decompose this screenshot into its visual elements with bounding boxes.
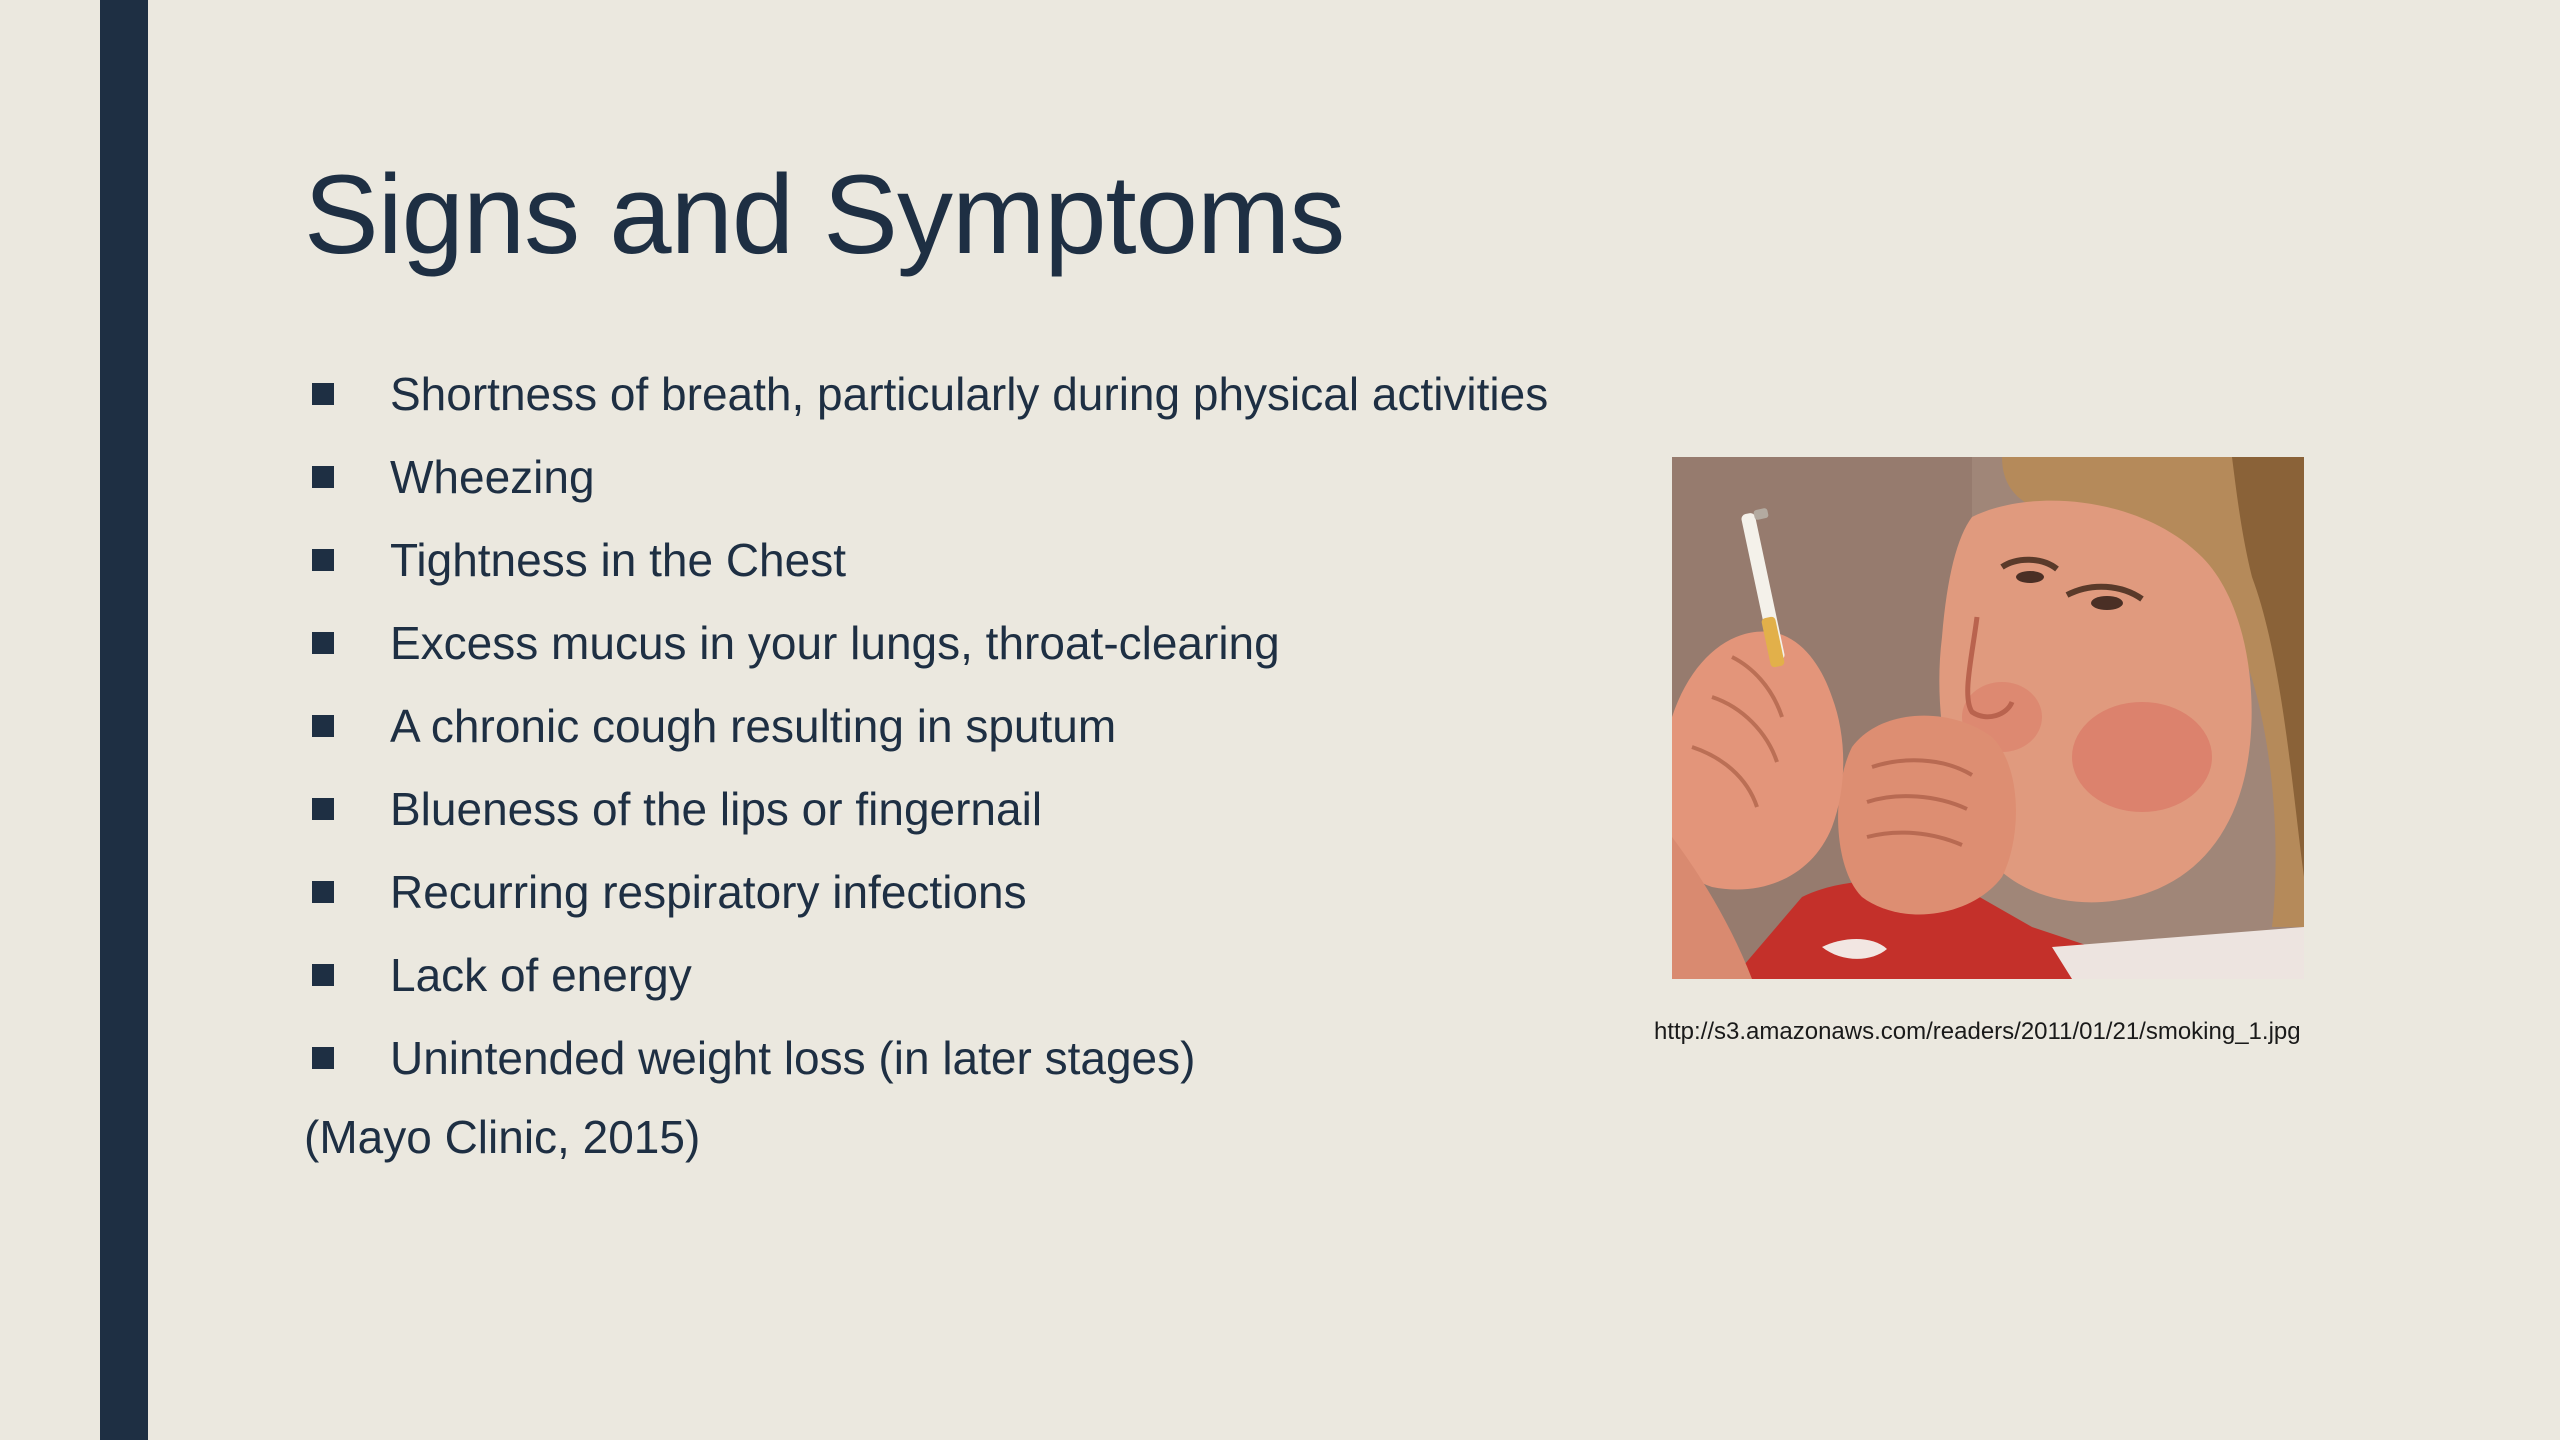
bullet-item bbox=[304, 684, 1548, 767]
bullet-item bbox=[304, 767, 1548, 850]
square-bullet-icon bbox=[312, 881, 334, 903]
bullet-text: Shortness of breath, particularly during physical activities bbox=[390, 367, 1549, 420]
bullet-text: A chronic cough resulting in sputum bbox=[390, 699, 1117, 752]
bullet-item bbox=[304, 601, 1548, 684]
square-bullet-icon bbox=[312, 798, 334, 820]
bullet-item bbox=[304, 933, 1548, 1016]
square-bullet-icon bbox=[312, 383, 334, 405]
square-bullet-icon bbox=[312, 466, 334, 488]
slide-title: Signs and Symptoms bbox=[304, 152, 1345, 277]
bullet-text: Wheezing bbox=[390, 450, 595, 503]
bullet-text: Blueness of the lips or fingernail bbox=[390, 782, 1043, 835]
citation: (Mayo Clinic, 2015) bbox=[304, 1110, 701, 1163]
bullet-item bbox=[304, 435, 1548, 518]
woman-coughing-photo bbox=[1672, 457, 2304, 979]
bullet-text: Lack of energy bbox=[390, 948, 692, 1001]
bullet-text: Excess mucus in your lungs, throat-clearing bbox=[390, 616, 1280, 669]
square-bullet-icon bbox=[312, 964, 334, 986]
bullet-text: Unintended weight loss (in later stages) bbox=[390, 1031, 1196, 1084]
accent-bar bbox=[100, 0, 148, 1440]
bullet-item bbox=[304, 850, 1548, 933]
bullet-item bbox=[304, 352, 1548, 435]
bullet-list bbox=[304, 352, 1548, 1099]
bullet-text: Tightness in the Chest bbox=[390, 533, 846, 586]
bullet-item bbox=[304, 518, 1548, 601]
bullet-item bbox=[304, 1016, 1548, 1099]
square-bullet-icon bbox=[312, 1047, 334, 1069]
square-bullet-icon bbox=[312, 632, 334, 654]
bullet-text: Recurring respiratory infections bbox=[390, 865, 1027, 918]
square-bullet-icon bbox=[312, 715, 334, 737]
image-source-caption: http://s3.amazonaws.com/readers/2011/01/21/smoking_1.jpg bbox=[1654, 1018, 2301, 1045]
square-bullet-icon bbox=[312, 549, 334, 571]
